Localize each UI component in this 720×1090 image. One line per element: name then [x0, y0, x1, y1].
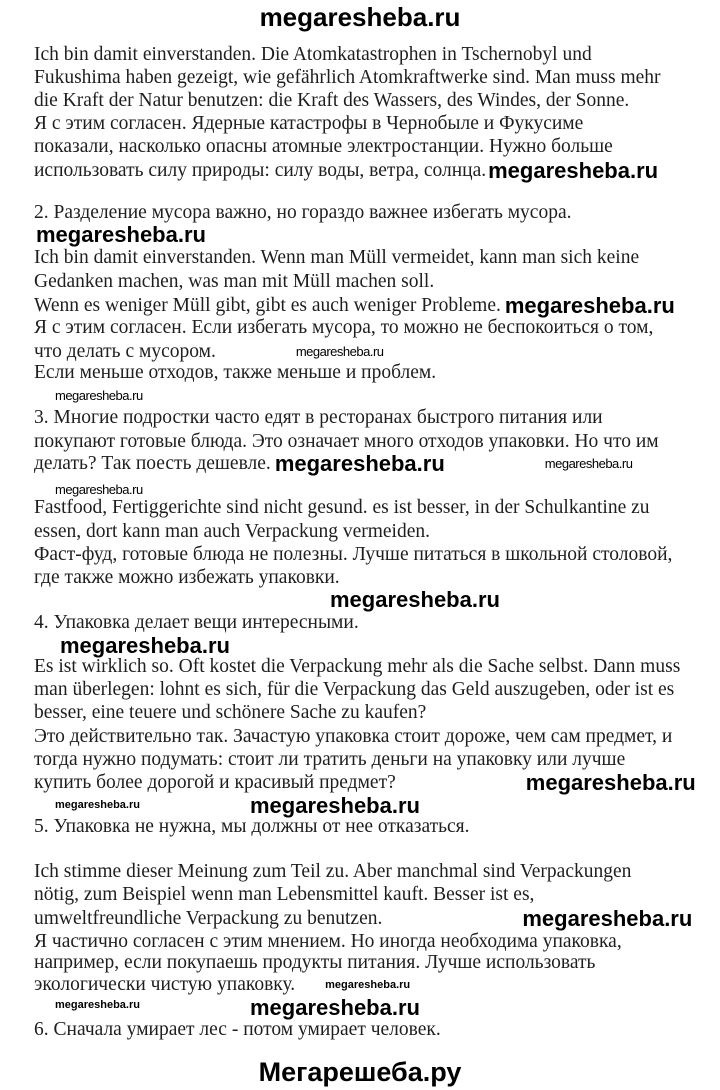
text-line-content: Fastfood, Fertiggerichte sind nicht gesund. es ist besser, in der Schulkantine zu — [34, 497, 650, 518]
text-line-content: 6. Сначала умирает лес - потом умирает человек. — [34, 1019, 441, 1040]
text-line — [34, 318, 653, 338]
watermark-text: megaresheba.ru — [330, 587, 500, 612]
text-line-content: что делать с мусором. — [34, 341, 216, 362]
text-line-content: Я с этим согласен. Ядерные катастрофы в Чернобыле и Фукусиме — [34, 113, 584, 134]
text-line — [34, 680, 674, 700]
text-line-content: показали, насколько опасны атомные электростанции. Нужно больше — [34, 136, 613, 157]
text-line-content: покупают готовые блюда. Это означает много отходов упаковки. Но что им — [34, 431, 659, 452]
text-line-content: например, если покупаешь продукты питания. Лучше использовать — [34, 952, 596, 973]
text-line-content: Gedanken machen, was man mit Müll machen soll. — [34, 271, 435, 292]
watermark-text: megaresheba.ru — [250, 793, 420, 818]
watermark-text: megaresheba.ru — [295, 344, 384, 359]
text-line-content: Ich bin damit einverstanden. Wenn man Müll vermeidet, kann man sich keine — [34, 247, 640, 268]
site-header-watermark: megaresheba.ru — [259, 2, 461, 32]
text-line — [34, 342, 384, 362]
text-line — [34, 703, 426, 723]
text-line — [34, 885, 534, 905]
text-line — [34, 932, 622, 952]
text-line-content: nötig, zum Beispiel wenn man Lebensmittel kauft. Besser ist es, — [34, 884, 535, 905]
text-line — [34, 772, 696, 794]
text-line-content: Я частично согласен с этим мнением. Но иногда необходима упаковка, — [34, 931, 622, 952]
text-line — [34, 1020, 441, 1040]
text-line-content: 3. Многие подростки часто едят в ресторанах быстрого питания или — [34, 407, 603, 428]
text-line — [34, 91, 629, 111]
watermark-text: megaresheba.ru — [36, 222, 206, 247]
text-line — [34, 908, 692, 930]
text-line-content: Фаст-фуд, готовые блюда не полезны. Лучше питаться в школьной столовой, — [34, 544, 673, 565]
text-line-content: Ich bin damit einverstanden. Die Atomkatastrophen in Tschernobyl und — [34, 44, 592, 65]
text-line — [34, 862, 631, 882]
watermark-text: megaresheba.ru — [274, 451, 445, 476]
text-line-content: Es ist wirklich so. Oft kostet die Verpackung mehr als die Sache selbst. Dann muss — [34, 656, 681, 677]
text-line-content: экологически чистую упаковку. — [34, 974, 296, 995]
text-line-content: 4. Упаковка делает вещи интересными. — [34, 612, 359, 633]
text-line-content: 5. Упаковка не нужна, мы должны от нее отказаться. — [34, 816, 470, 837]
text-line-content: man überlegen: lohnt es sich, für die Verpackung das Geld auszugeben, oder ist es — [34, 679, 675, 700]
text-line — [34, 498, 650, 518]
watermark-text: megaresheba.ru — [488, 158, 659, 183]
text-line — [34, 953, 595, 973]
watermark-text: megaresheba.ru — [55, 388, 143, 403]
watermark-text: megaresheba.ru — [504, 293, 675, 318]
text-line — [34, 568, 340, 588]
watermark-text: megaresheba.ru — [544, 456, 633, 471]
text-line — [34, 160, 658, 182]
text-line — [34, 295, 675, 317]
text-line — [34, 68, 661, 88]
text-line-content: Я с этим согласен. Если избегать мусора, то можно не беспокоиться о том, — [34, 317, 654, 338]
watermark-text: megaresheba.ru — [55, 999, 140, 1011]
text-line — [34, 750, 625, 770]
text-line-content: тогда нужно подумать: стоит ли тратить деньги на упаковку или лучше — [34, 749, 626, 770]
text-line-content: besser, eine teuere und schönere Sache zu kaufen? — [34, 702, 427, 723]
text-line-content: Fukushima haben gezeigt, wie gefährlich Atomkraftwerke sind. Man muss mehr — [34, 67, 661, 88]
text-line — [34, 975, 410, 995]
text-line-content: Ich stimme dieser Meinung zum Teil zu. Aber manchmal sind Verpackungen — [34, 861, 632, 882]
text-line-content: Wenn es weniger Müll gibt, gibt es auch weniger Probleme. — [34, 295, 501, 316]
text-line-content: umweltfreundliche Verpackung zu benutzen. — [34, 908, 383, 929]
text-line-content: где также можно избежать упаковки. — [34, 567, 340, 588]
text-line — [34, 363, 436, 383]
watermark-text: megaresheba.ru — [60, 633, 230, 658]
watermark-text: megaresheba.ru — [522, 906, 693, 931]
watermark-text: megaresheba.ru — [250, 995, 420, 1020]
text-line — [34, 817, 470, 837]
text-line-content: essen, dort kann man auch Verpackung vermeiden. — [34, 521, 431, 542]
text-line — [34, 657, 680, 677]
text-line-content: купить более дорогой и красивый предмет? — [34, 772, 396, 793]
text-line-content: Это действительно так. Зачастую упаковка стоит дороже, чем сам предмет, и — [34, 726, 673, 747]
text-line-content: die Kraft der Natur benutzen: die Kraft des Wassers, des Windes, der Sonne. — [34, 90, 630, 111]
watermark-text: megaresheba.ru — [525, 770, 696, 795]
text-line-content: использовать силу природы: силу воды, ветра, солнца. — [34, 160, 487, 181]
watermark-text: megaresheba.ru — [325, 979, 411, 991]
text-line — [34, 408, 603, 428]
text-line-content: 2. Разделение мусора важно, но гораздо важнее избегать мусора. — [34, 202, 572, 223]
text-line-content: делать? Так поесть дешевле. — [34, 453, 271, 474]
watermark-text: megaresheba.ru — [55, 482, 143, 497]
text-line — [34, 453, 632, 475]
text-line — [34, 203, 572, 223]
site-footer-watermark: Мегарешеба.ру — [258, 1057, 462, 1087]
text-line — [34, 137, 613, 157]
text-line — [34, 545, 672, 565]
text-line — [34, 727, 672, 747]
text-line-content: Если меньше отходов, также меньше и проблем. — [34, 362, 437, 383]
text-line — [34, 432, 659, 452]
text-line — [34, 114, 583, 134]
text-line — [34, 522, 430, 542]
text-line — [34, 272, 434, 292]
text-line — [34, 248, 639, 268]
watermark-text: megaresheba.ru — [55, 799, 140, 811]
text-line — [34, 613, 359, 633]
text-line — [34, 45, 592, 65]
